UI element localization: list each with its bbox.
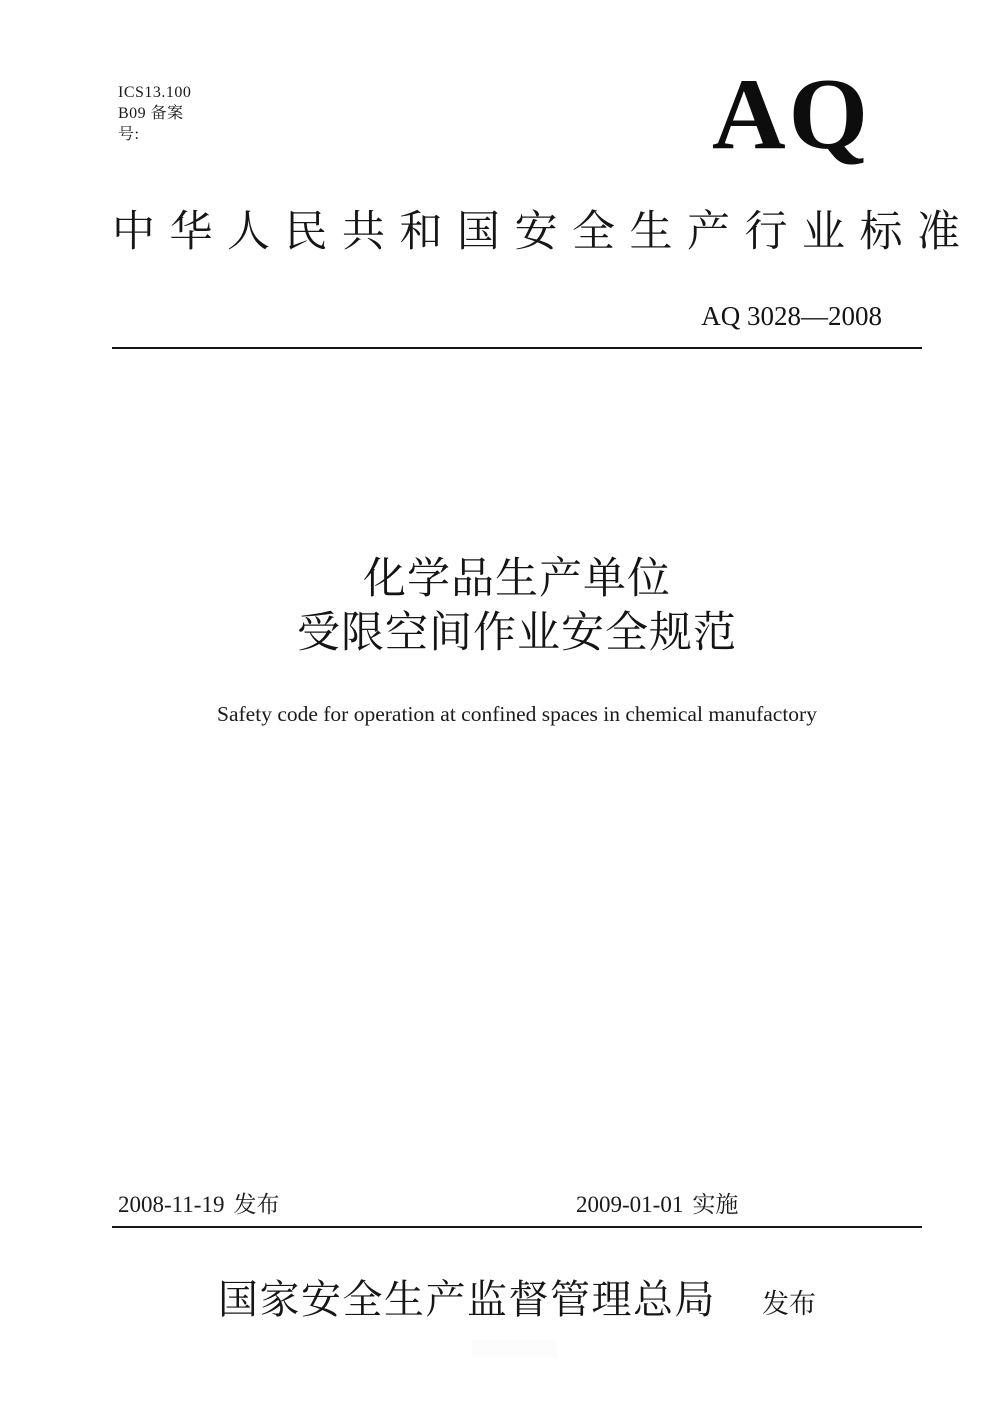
document-title-block — [112, 553, 922, 661]
implementation-label: 实施 — [692, 1192, 739, 1217]
implementation-date: 2009-01-01 — [576, 1192, 684, 1217]
release-date-line — [118, 1191, 279, 1219]
ics-classification-block — [118, 82, 191, 145]
scan-artifact — [472, 1340, 558, 1358]
record-number-line1: B09 备案 — [118, 105, 184, 122]
issuer-row — [112, 1276, 922, 1324]
top-horizontal-rule — [112, 347, 922, 349]
bottom-horizontal-rule — [112, 1226, 922, 1228]
title-cn-line2: 受限空间作业安全规范 — [297, 610, 737, 657]
release-date: 2008-11-19 — [118, 1192, 225, 1217]
release-label: 发布 — [233, 1192, 280, 1217]
issuing-authority: 国家安全生产监督管理总局 — [218, 1277, 716, 1322]
title-cn-line1: 化学品生产单位 — [363, 556, 671, 603]
standard-number: AQ 3028—2008 — [701, 301, 882, 331]
title-english: Safety code for operation at confined spaces in chemical manufactory — [217, 702, 817, 726]
aq-logo: AQ — [712, 58, 871, 171]
record-number-line2: 号: — [118, 126, 140, 143]
standard-category-title: 中华人民共和国安全生产行业标准 — [112, 209, 975, 256]
ics-code: ICS13.100 — [118, 84, 192, 101]
implementation-date-line — [576, 1191, 738, 1219]
issuing-action-label: 发布 — [762, 1289, 816, 1319]
